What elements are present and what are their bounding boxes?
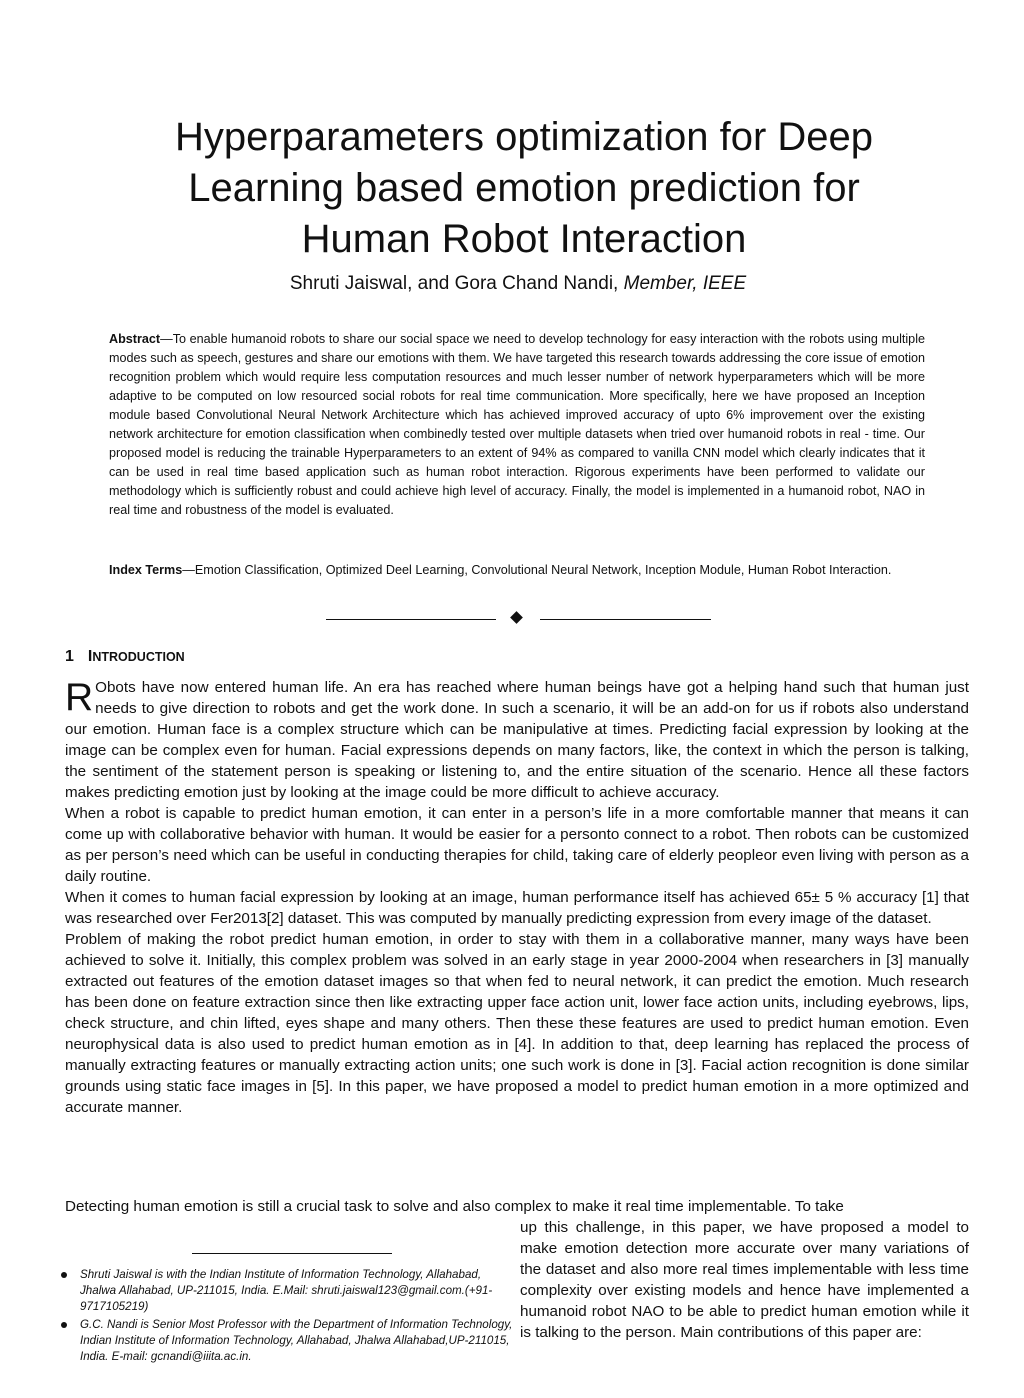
index-terms-text: —Emotion Classification, Optimized Deel Learning, Convolutional Neural Network, Inception Module, Human Robot Interaction. <box>182 563 892 577</box>
section-title-initial: I <box>87 648 93 665</box>
intro-paragraph-detecting: Detecting human emotion is still a crucial task to solve and also complex to make it real time implementable. To take <box>65 1198 844 1215</box>
footnote-text: Shruti Jaiswal is with the Indian Institute of Information Technology, Allahabad, Jhalwa Allahabad, UP-211015, India. E.Mail: shruti.jaiswal123@gmail.com.(+91-9717105219) <box>80 1268 493 1313</box>
separator-rule-right <box>540 619 711 620</box>
index-terms-label: Index Terms <box>109 563 183 577</box>
section-number: 1 <box>65 648 74 665</box>
diamond-icon <box>510 611 523 624</box>
bullet-icon <box>61 1272 67 1278</box>
intro-paragraph-text: Obots have now entered human life. An era has reached where human beings have got a helping hand such that human just needs to give direction to robots and get the work done. In such a scenario, it will be an add-on for us if robots also understand our emotion. Human face is a complex structure which can be manipulative at times. Predicting facial expression by looking at the image can be complex even for human. Facial expressions depends on many factors, like, the context in which the person is talking, the sentiment of the statement person is speaking or listening to, and the entire situation of the scenario. Hence all these factors makes predicting emotion just by looking at the image could be more difficult to achieve accuracy. <box>65 679 969 801</box>
separator-rule-left <box>326 619 496 620</box>
title-line: Hyperparameters optimization for Deep <box>174 115 874 159</box>
intro-paragraph <box>65 677 969 803</box>
author-line <box>100 272 936 296</box>
abstract-text: —To enable humanoid robots to share our social space we need to develop technology for easy interaction with the robots using multiple modes such as speech, gestures and share our emotions with them. We have targeted this research towards addressing the core issue of emotion recognition problem which would require less computation resources and much lesser number of network hyperparameters which will be more adaptive to be computed on low resourced social robots for real time communication. More specifically, here we have proposed an Inception module based Convolutional Neural Network Architecture which has achieved improved accuracy of upto 6% improvement over the existing network architecture for emotion classification when combinedly tested over multiple datasets when tried over humanoid robots in real - time. Our proposed model is reducing the trainable Hyperparameters to an extent of 94% as compared to vanilla CNN model which clearly indicates that it can be used in real time based application such as human robot interaction. Rigorous experiments have been performed to validate our methodology which is sufficiently robust and could achieve high level of accuracy. Finally, the model is implemented in a humanoid robot, NAO in real time and robustness of the model is evaluated. <box>109 332 925 517</box>
title-line: Learning based emotion prediction for <box>188 166 860 210</box>
section-separator <box>326 611 711 627</box>
section-title-rest: NTRODUCTION <box>92 650 185 664</box>
author-membership: Member, IEEE <box>623 273 747 294</box>
footnote-item <box>60 1317 518 1365</box>
abstract-label: Abstract <box>109 332 161 346</box>
abstract <box>109 330 925 520</box>
intro-paragraph: Problem of making the robot predict human emotion, in order to stay with them in a collaborative manner, many ways have been achieved to solve it. Initially, this complex problem was solved in an early stage in year 2000-2004 when researchers in [3] manually extracted out features of the emotion dataset images so that when fed to neural network, it can predict the emotion. Much research has been done on feature extraction since then like extracting upper face action unit, lower face action units, including eyebrows, lips, check structure, and chin lifted, eyes shape and many others. Then these these features are used to predict human emotion. Even neurophysical data is also used to predict human emotion as in [4]. In addition to that, deep learning has replaced the process of manually extracting features or manually extracting action units; one such work is done in [3]. Facial action recognition is done similar grounds using static face images in [5]. In this paper, we have proposed a model to predict human emotion in a more optimized and accurate manner. <box>65 931 969 1116</box>
drop-cap: R <box>65 676 94 719</box>
footnote-text: G.C. Nandi is Senior Most Professor with the Department of Information Technology, Indian Institute of Information Technology, Allahabad, Jhalwa Allahabad,UP-211015, India. E-mail: gcnandi@iiita.ac.in. <box>80 1318 513 1363</box>
section-heading-introduction <box>65 648 185 666</box>
paper-title <box>100 112 948 265</box>
author-footnotes <box>60 1267 518 1367</box>
intro-paragraph: When it comes to human facial expression by looking at an image, human performance itself has achieved 65± 5 % accuracy [1] that was researched over Fer2013[2] dataset. This was computed by manually predicting expression from every image of the dataset. <box>65 889 969 927</box>
footnote-rule <box>192 1253 392 1254</box>
footnote-item <box>60 1267 518 1315</box>
index-terms <box>109 561 925 580</box>
intro-paragraph: When a robot is capable to predict human emotion, it can enter in a person’s life in a more comfortable manner that means it can come up with collaborative behavior with human. It would be easier for a personto connect to a robot. Then robots can be customized as per person’s need which can be useful in conducting therapies for child, taking care of elderly peopleor even living with person as a daily routine. <box>65 805 969 885</box>
author-names: Shruti Jaiswal, and Gora Chand Nandi, <box>289 273 619 294</box>
introduction-body <box>65 677 969 1118</box>
bullet-icon <box>61 1322 67 1328</box>
intro-paragraph-detecting-continued: up this challenge, in this paper, we have proposed a model to make emotion detection more accurate over many variations of the dataset and also more real times implementable with less time complexity over existing models and hence have implemented a humanoid robot NAO to be able to predict human emotion while it is talking to the person. Main contributions of this paper are: <box>520 1219 969 1341</box>
title-line: Human Robot Interaction <box>301 217 747 261</box>
